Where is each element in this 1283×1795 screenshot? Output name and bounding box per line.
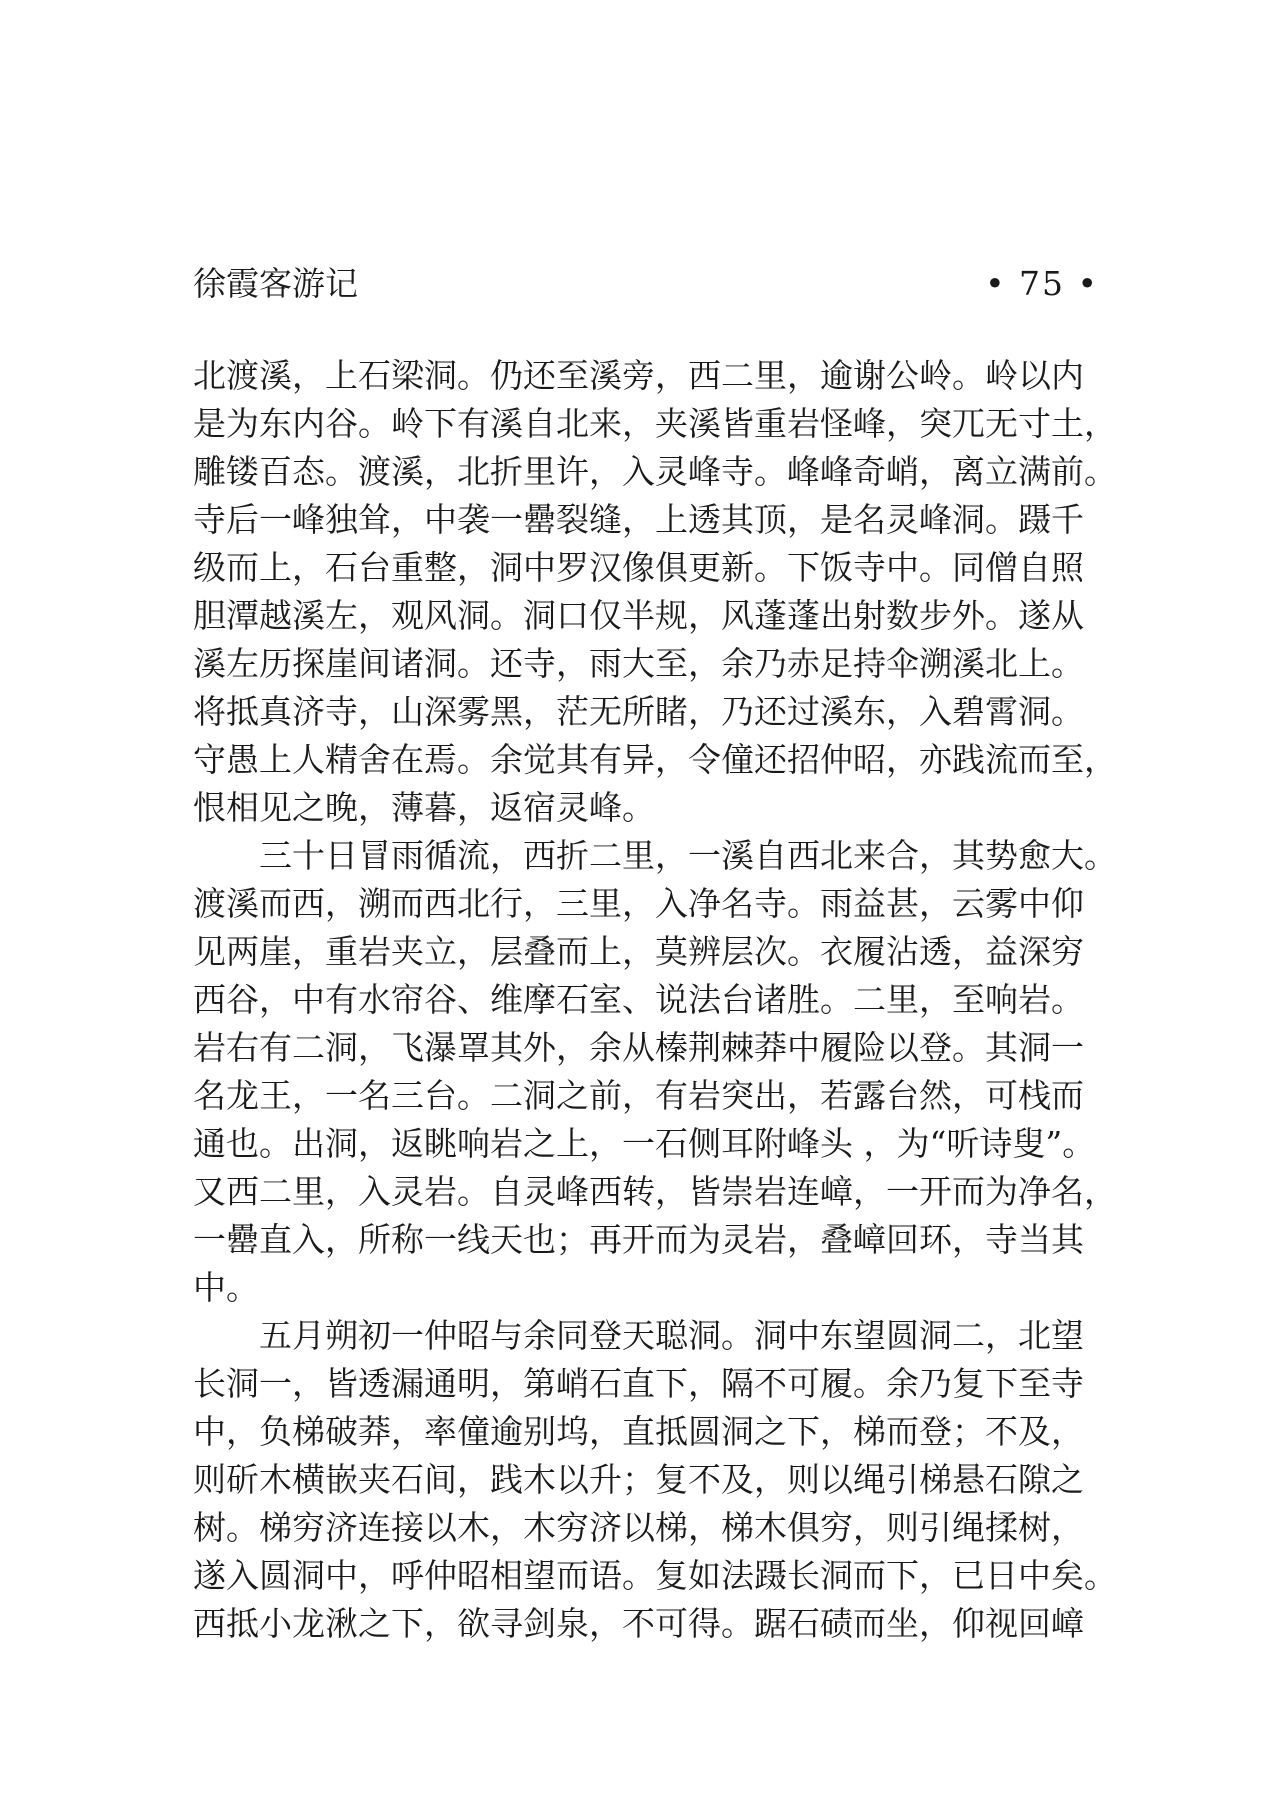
text-line: 守愚上人精舍在焉。余觉其有异，令僮还招仲昭，亦践流而至， <box>193 740 1117 779</box>
book-page <box>193 262 1117 1648</box>
text-line: 则斫木横嵌夹石间，践木以升；复不及，则以绳引梯悬石隙之 <box>193 1460 1084 1499</box>
text-line: 中。 <box>193 1268 259 1307</box>
text-line: 见两崖，重岩夹立，层叠而上，莫辨层次。衣履沾透，益深穷 <box>193 932 1084 971</box>
text-line: 西谷，中有水帘谷、维摩石室、说法台诸胜。二里，至响岩。 <box>193 980 1084 1019</box>
text-line: 又西二里，入灵岩。自灵峰西转，皆崇岩连嶂，一开而为净名， <box>193 1172 1117 1211</box>
book-title: 徐霞客游记 <box>193 264 358 303</box>
text-line: 名龙王，一名三台。二洞之前，有岩突出，若露台然，可栈而 <box>193 1076 1084 1115</box>
text-line: 树。梯穷济连接以木，木穷济以梯，梯木俱穷，则引绳揉树， <box>193 1508 1084 1547</box>
text-line: 雕镂百态。渡溪，北折里许，入灵峰寺。峰峰奇峭，离立满前。 <box>193 452 1117 491</box>
text-line: 长洞一，皆透漏通明，第峭石直下，隔不可履。余乃复下至寺 <box>193 1364 1084 1403</box>
text-line: 通也。出洞，返眺响岩之上，一石侧耳附峰头 ，为“听诗叟”。 <box>193 1124 1096 1163</box>
text-line: 寺后一峰独耸，中袭一罍裂缝，上透其顶，是名灵峰洞。蹑千 <box>193 500 1084 539</box>
text-line: 级而上，石台重整，洞中罗汉像俱更新。下饭寺中。同僧自照 <box>193 548 1084 587</box>
page-number: • 75 • <box>985 264 1099 303</box>
text-line: 恨相见之晚，薄暮，返宿灵峰。 <box>193 788 655 827</box>
text-line: 渡溪而西，溯而西北行，三里，入净名寺。雨益甚，云雾中仰 <box>193 884 1084 923</box>
text-line: 胆潭越溪左，观风洞。洞口仅半规，风蓬蓬出射数步外。遂从 <box>193 596 1084 635</box>
text-line: 岩右有二洞，飞瀑罩其外，余从榛荆棘莽中履险以登。其洞一 <box>193 1028 1084 1067</box>
text-line: 三十日冒雨循流，西折二里，一溪自西北来合，其势愈大。 <box>193 836 1117 875</box>
text-line: 遂入圆洞中，呼仲昭相望而语。复如法蹑长洞而下，已日中矣。 <box>193 1556 1117 1595</box>
text-line: 中，负梯破莽，率僮逾别坞，直抵圆洞之下，梯而登；不及， <box>193 1412 1084 1451</box>
text-line: 西抵小龙湫之下，欲寻剑泉，不可得。踞石碛而坐，仰视回嶂 <box>193 1604 1084 1643</box>
text-line: 北渡溪，上石梁洞。仍还至溪旁，西二里，逾谢公岭。岭以内 <box>193 356 1084 395</box>
body-text <box>193 352 1117 1648</box>
running-header <box>193 262 1099 306</box>
text-line: 是为东内谷。岭下有溪自北来，夹溪皆重岩怪峰，突兀无寸土， <box>193 404 1117 443</box>
text-line: 溪左历探崖间诸洞。还寺，雨大至，余乃赤足持伞溯溪北上。 <box>193 644 1084 683</box>
text-line: 五月朔初一仲昭与余同登天聪洞。洞中东望圆洞二，北望 <box>193 1316 1084 1355</box>
text-line: 一罍直入，所称一线天也；再开而为灵岩，叠嶂回环，寺当其 <box>193 1220 1084 1259</box>
text-line: 将抵真济寺，山深雾黑，茫无所睹，乃还过溪东，入碧霄洞。 <box>193 692 1084 731</box>
